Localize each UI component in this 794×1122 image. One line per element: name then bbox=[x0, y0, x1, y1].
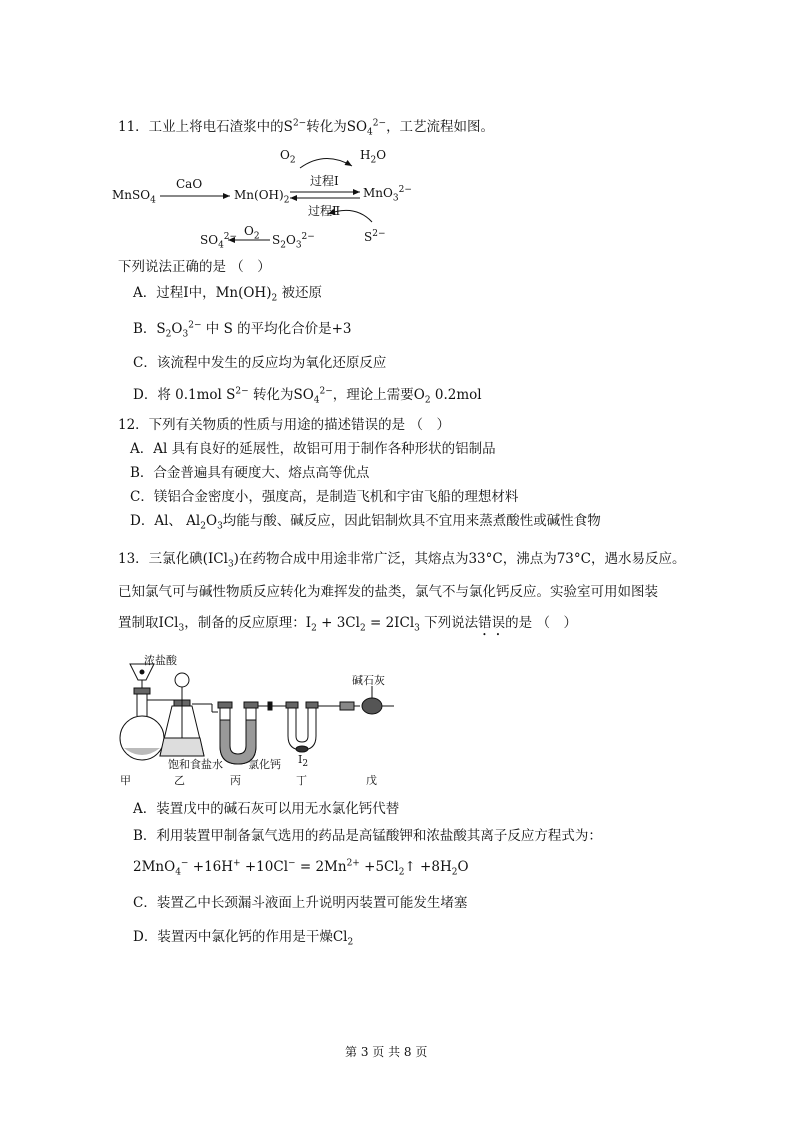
q12-option-a: A．Al 具有良好的延展性，故铝可用于制作各种形状的铝制品 bbox=[130, 441, 496, 457]
q11-prompt: 下列说法正确的是 （ ） bbox=[118, 259, 271, 275]
q13-line-3: 置制取ICl$_3$，制备的反应原理：$I_2 + 3Cl_2 = 2ICl_3$ 下列说法错误的是 （ ） bbox=[118, 615, 577, 634]
q11-option-a: A．过程Ⅰ中，$Mn(OH)_2$ 被还原 bbox=[133, 285, 323, 304]
q11-stem: 11．工业上将电石渣浆中的$S^{2-}$转化为$SO_4^{2-}$，工艺流程如图。 bbox=[118, 118, 495, 138]
u-tube-bing bbox=[218, 702, 290, 764]
q13-equation: $2MnO_4^- +16H^+ +10Cl^- = 2Mn^{2+}$ $+5Cl_2↑ +8H_2O$ bbox=[133, 858, 469, 878]
apparatus-diagram bbox=[112, 650, 402, 790]
q13-option-d: D．装置丙中氯化钙的作用是干燥$Cl_2$ bbox=[133, 929, 354, 948]
q13-line-1: 13．三氯化碘(ICl$_3$)在药物合成中用途非常广泛，其熔点为33°C，沸点为73°C，遇水易反应。 bbox=[118, 551, 686, 570]
u-tube-ding bbox=[286, 702, 360, 752]
label-i2: $I_2$ bbox=[298, 753, 309, 770]
q13-option-a: A．装置戊中的碱石灰可以用无水氯化钙代替 bbox=[133, 801, 400, 817]
mnoh2-label: $Mn(OH)_2$ bbox=[234, 188, 290, 206]
label-ding: 丁 bbox=[296, 774, 307, 787]
q12-stem: 12．下列有关物质的性质与用途的描述错误的是 （ ） bbox=[118, 417, 450, 433]
page-footer: 第 3 页 共 8 页 bbox=[345, 1045, 428, 1059]
q13-option-c: C．装置乙中长颈漏斗液面上升说明丙装置可能发生堵塞 bbox=[133, 895, 468, 911]
label-cacl2: 氯化钙 bbox=[248, 758, 281, 771]
label-bing: 丙 bbox=[230, 774, 241, 787]
label-brine: 饱和食盐水 bbox=[168, 758, 223, 771]
drying-tube-wu bbox=[362, 686, 394, 714]
emphasized-wrong: 错误 bbox=[478, 615, 506, 631]
q11-option-c: C．该流程中发生的反应均为氧化还原反应 bbox=[133, 355, 387, 371]
label-soda-lime: 碱石灰 bbox=[352, 674, 385, 687]
q12-option-b: B．合金普遍具有硬度大、熔点高等优点 bbox=[130, 465, 370, 481]
process-1-label: 过程Ⅰ bbox=[310, 174, 339, 188]
q13-line-2: 已知氯气可与碱性物质反应转化为难挥发的盐类，氯气不与氯化钙反应。实验室可用如图装 bbox=[118, 584, 658, 600]
label-wu: 戊 bbox=[366, 774, 377, 787]
flask-yi bbox=[160, 673, 218, 756]
o2-top-label: $O_2$ bbox=[280, 148, 296, 166]
q11-option-b: B．$S_2O_3^{2-}$ 中 S 的平均化合价是+3 bbox=[133, 320, 352, 340]
so4-label: $SO_4^{2-}$ bbox=[200, 232, 238, 251]
q13-option-b: B．利用装置甲制备氯气选用的药品是高锰酸钾和浓盐酸其离子反应方程式为： bbox=[133, 828, 602, 844]
mnso4-label: MnSO$_4$ bbox=[112, 188, 156, 206]
label-hcl: 浓盐酸 bbox=[144, 654, 177, 667]
process-2-label: 过程Ⅱ bbox=[308, 204, 341, 218]
label-yi: 乙 bbox=[174, 774, 185, 787]
q11-option-d: D．将 0.1mol $S^{2-}$ 转化为$SO_4^{2-}$，理论上需要$O_2$ 0.2mol bbox=[133, 386, 482, 406]
h2o-label: $H_2O$ bbox=[360, 148, 387, 166]
label-jia: 甲 bbox=[120, 774, 131, 787]
s2o3-label: $S_2O_3^{2-}$ bbox=[272, 232, 315, 251]
o2-bottom-label: $O_2$ bbox=[244, 224, 260, 242]
s2-label: $S^{2-}$ bbox=[364, 229, 386, 244]
q11-flow-diagram bbox=[110, 142, 410, 252]
q12-option-c: C．镁铝合金密度小，强度高，是制造飞机和宇宙飞船的理想材料 bbox=[130, 489, 519, 505]
q12-option-d: D．Al、 $Al_2O_3$均能与酸、碱反应，因此铝制炊具不宜用来蒸煮酸性或碱性食物 bbox=[130, 513, 601, 532]
mno3-label: MnO$_3^{2-}$ bbox=[363, 185, 412, 204]
cao-label: CaO bbox=[176, 177, 203, 191]
